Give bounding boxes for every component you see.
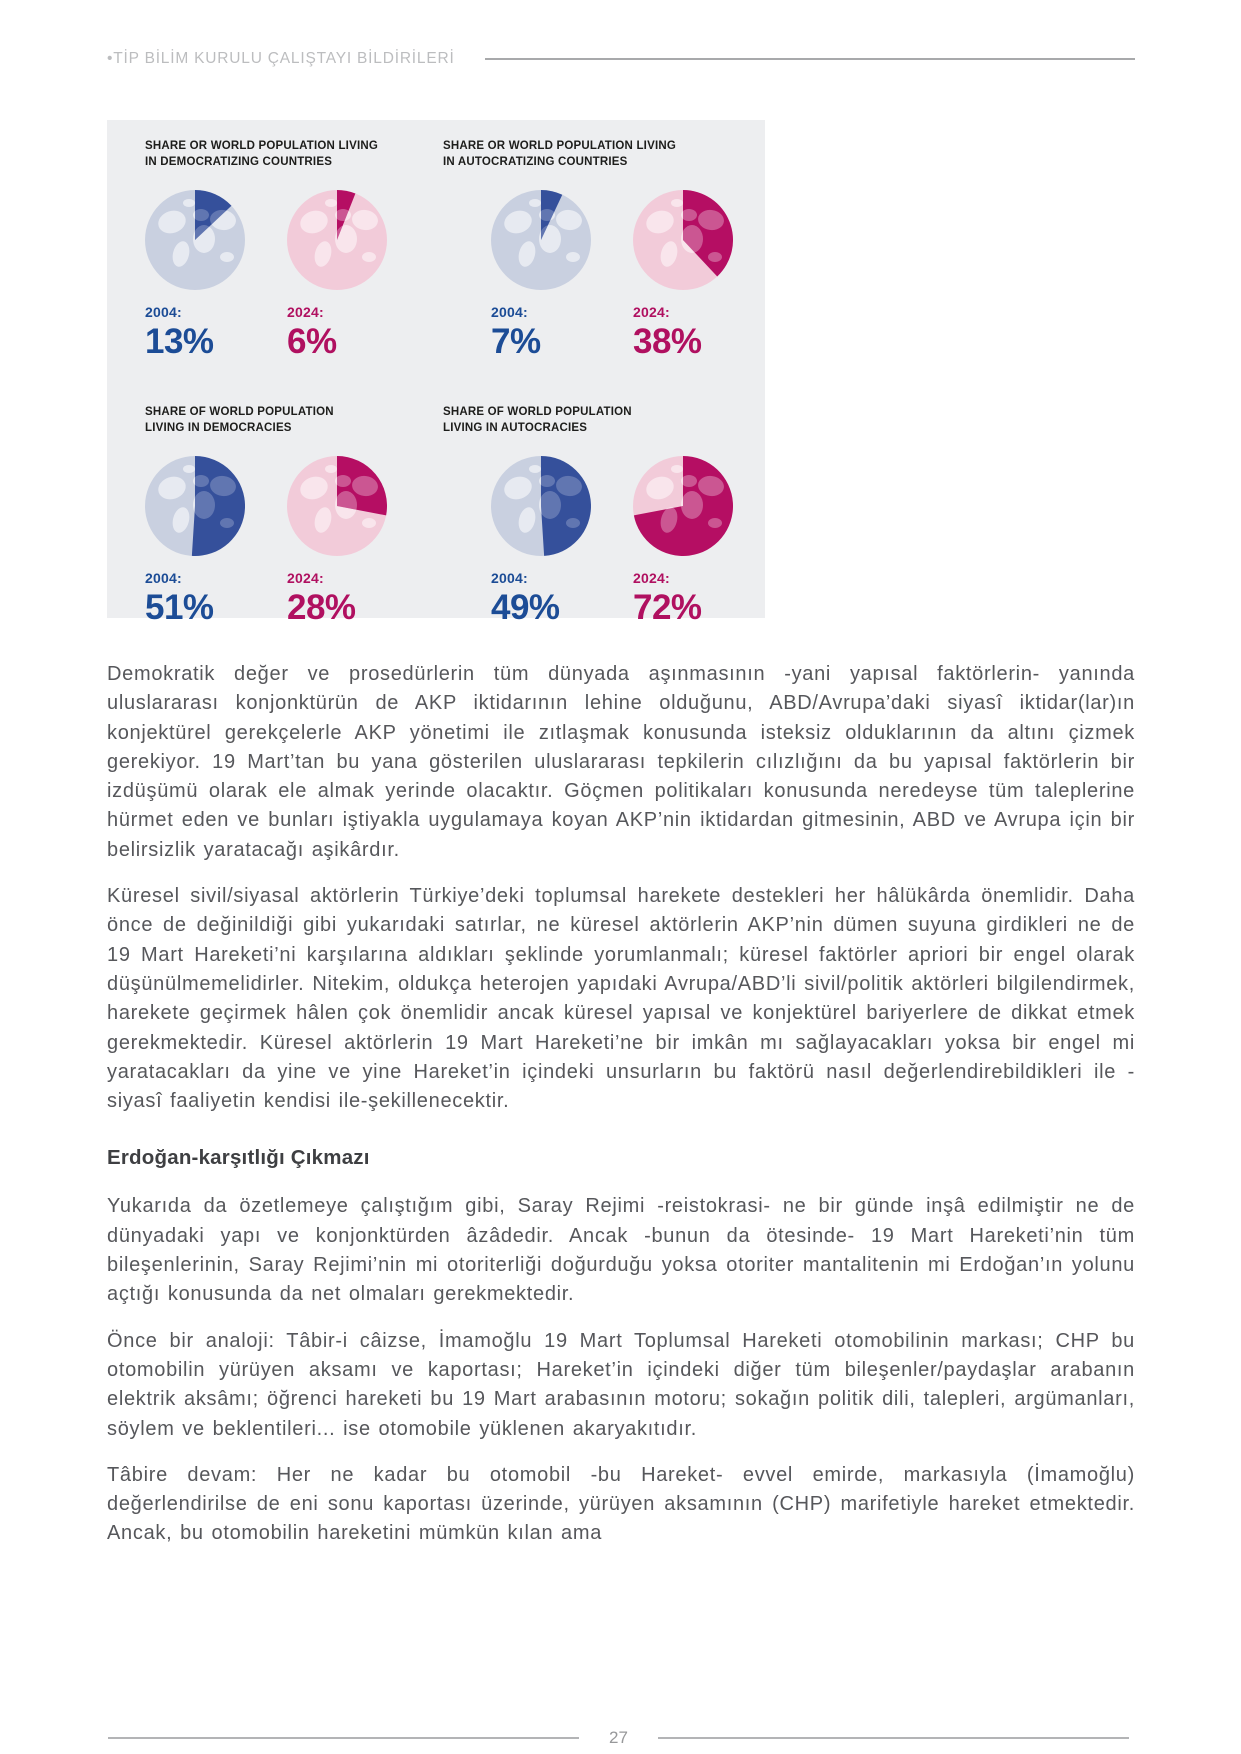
chart-group-democratizing bbox=[145, 138, 387, 362]
title-line: SHARE OR WORLD POPULATION LIVING bbox=[145, 140, 378, 152]
pie-chart-cell bbox=[287, 190, 387, 362]
paragraph: Yukarıda da özetlemeye çalıştığım gibi, Saray Rejimi -reistokrasi- ne bir günde inşâ edilmiştir ne de dünyadaki yapı ve konjonktürden âzâdedir. Ancak -bunun da ötesinde- 19 Mart Hareketi’nin tüm bileşenlerinin, Saray Rejimi’nin mi otoriterliği doğurduğu yoksa otoriter mantalitenin mi Erdoğan’ın yolunu açtığı konusunda da net olmaları gerekmektedir. bbox=[107, 1195, 1135, 1306]
globe-pie-chart-icon bbox=[287, 456, 387, 556]
pie-chart-cell bbox=[633, 456, 733, 628]
chart-group-autocratizing bbox=[443, 138, 733, 362]
pie-chart-cell bbox=[145, 190, 245, 362]
year-label: 2024: bbox=[287, 570, 324, 587]
title-line: SHARE OR WORLD POPULATION LIVING bbox=[443, 140, 676, 152]
footer-rule-right bbox=[658, 1737, 1129, 1739]
year-label: 2024: bbox=[633, 570, 670, 587]
page-number: 27 bbox=[609, 1728, 628, 1747]
year-label: 2004: bbox=[145, 304, 182, 321]
article-body bbox=[107, 660, 1135, 1566]
pie-chart-cell bbox=[145, 456, 245, 628]
title-line: IN DEMOCRATIZING COUNTRIES bbox=[145, 156, 333, 169]
title-line: IN AUTOCRATIZING COUNTRIES bbox=[443, 156, 628, 169]
year-label: 2024: bbox=[633, 304, 670, 321]
title-line: SHARE OF WORLD POPULATION bbox=[443, 406, 632, 419]
globe-pie-chart-icon bbox=[145, 190, 245, 290]
value-label: 13% bbox=[145, 322, 214, 362]
value-label: 6% bbox=[287, 322, 337, 362]
chart-pair bbox=[145, 456, 387, 628]
title-line: LIVING IN DEMOCRACIES bbox=[145, 422, 292, 435]
section-heading: Erdoğan-karşıtlığı Çıkmazı bbox=[107, 1146, 370, 1170]
page-header bbox=[107, 50, 1135, 68]
chart-pair bbox=[491, 190, 733, 362]
year-label: 2024: bbox=[287, 304, 324, 321]
globe-pie-chart-icon bbox=[145, 456, 245, 556]
header-rule bbox=[485, 58, 1135, 60]
infographic-groups bbox=[145, 138, 733, 628]
value-label: 51% bbox=[145, 588, 214, 628]
title-line: LIVING IN AUTOCRACIES bbox=[443, 422, 588, 435]
chart-group-title bbox=[443, 404, 733, 436]
globe-pie-chart-icon bbox=[287, 190, 387, 290]
chart-group-title bbox=[145, 404, 387, 436]
running-header-title: •TİP BİLİM KURULU ÇALIŞTAYI BİLDİRİLERİ bbox=[107, 50, 455, 67]
title-line: SHARE OF WORLD POPULATION bbox=[145, 406, 334, 419]
globe-pie-chart-icon bbox=[491, 456, 591, 556]
value-label: 49% bbox=[491, 588, 560, 628]
pie-chart-cell bbox=[287, 456, 387, 628]
infographic-panel bbox=[107, 120, 765, 628]
chart-group-democracies bbox=[145, 404, 387, 628]
globe-pie-chart-icon bbox=[633, 456, 733, 556]
paragraph: Önce bir analoji: Tâbir-i câizse, İmamoğlu 19 Mart Toplumsal Hareketi otomobilinin markası; CHP bu otomobilin yürüyen aksamı ve kaportası; Hareket’in içindeki diğer tüm bileşenler/paydaşlar arabanın elektrik aksâmı; öğrenci hareketi bu 19 Mart arabasının motoru; sokağın politik dili, talepleri, argümanları, söylem ve beklentileri... ise otomobile yüklenen akaryakıtıdır. bbox=[107, 1329, 1135, 1440]
globe-pie-chart-icon bbox=[633, 190, 733, 290]
pie-chart-cell bbox=[633, 190, 733, 362]
chart-group-title bbox=[443, 138, 733, 170]
chart-pair bbox=[491, 456, 733, 628]
page-footer bbox=[108, 1728, 1129, 1748]
chart-group-title bbox=[145, 138, 387, 170]
pie-chart-cell bbox=[491, 190, 591, 362]
value-label: 28% bbox=[287, 588, 356, 628]
year-label: 2004: bbox=[491, 304, 528, 321]
value-label: 72% bbox=[633, 588, 702, 628]
paragraph: Tâbire devam: Her ne kadar bu otomobil -bu Hareket- evvel emirde, markasıyla (İmamoğlu) değerlendirilse de eni sonu kaportası üzerinde, yürüyen aksamının (CHP) marifetiyle hareket etmektedir. Ancak, bu otomobilin hareketini mümkün kılan ama bbox=[107, 1463, 1135, 1545]
globe-pie-chart-icon bbox=[491, 190, 591, 290]
paragraph: Demokratik değer ve prosedürlerin tüm dünyada aşınmasının -yani yapısal faktörlerin- yanında uluslararası konjonktürün de AKP iktidarının lehine olduğunu, ABD/Avrupa’daki siyasî iktidar(lar)ın konjektürel gerekçelerle AKP yönetimi ile zıtlaşmak konusunda isteksiz olduklarının da altını çizmek gerekiyor. 19 Mart’tan bu yana gösterilen uluslararası tepkilerin cılızlığını da bu yapısal faktörlerin bir izdüşümü olarak ele almak yerinde olacaktır. Göçmen politikaları konusunda neredeyse tüm taleplerine hürmet eden ve bunları iştiyakla uygulamaya koyan AKP’nin iktidardan gitmesinin, ABD ve Avrupa için bir belirsizlik yaratacağı aşikârdır. bbox=[107, 663, 1135, 861]
year-label: 2004: bbox=[491, 570, 528, 587]
chart-group-autocracies bbox=[443, 404, 733, 628]
value-label: 7% bbox=[491, 322, 541, 362]
pie-chart-cell bbox=[491, 456, 591, 628]
year-label: 2004: bbox=[145, 570, 182, 587]
chart-pair bbox=[145, 190, 387, 362]
footer-rule-left bbox=[108, 1737, 579, 1739]
value-label: 38% bbox=[633, 322, 702, 362]
paragraph: Küresel sivil/siyasal aktörlerin Türkiye’deki toplumsal harekete destekleri her hâlükârda önemlidir. Daha önce de değinildiği gibi yukarıdaki satırlar, ne küresel aktörlerin AKP’nin dümen suyuna girdikleri ne de 19 Mart Hareketi’ni karşılarına aldıkları şeklinde yorumlanmalı; küresel faktörler apriori bir engel olarak düşünülmemelidirler. Nitekim, oldukça heterojen yapıdaki Avrupa/ABD’li sivil/politik aktörleri bilgilendirmek, harekete geçirmek hâlen çok önemlidir ancak küresel yapısal ve konjektürel bariyerlere de dikkat etmek gerekmektedir. Küresel aktörlerin 19 Mart Hareketi’ne bir imkân mı sağlayacakları yoksa bir engel mi yaratacakları da yine ve yine Hareket’in içindeki unsurların bu faktörü nasıl değerlendirebildikleri ile -siyasî faaliyetin kendisi ile-şekillenecektir. bbox=[107, 885, 1135, 1113]
